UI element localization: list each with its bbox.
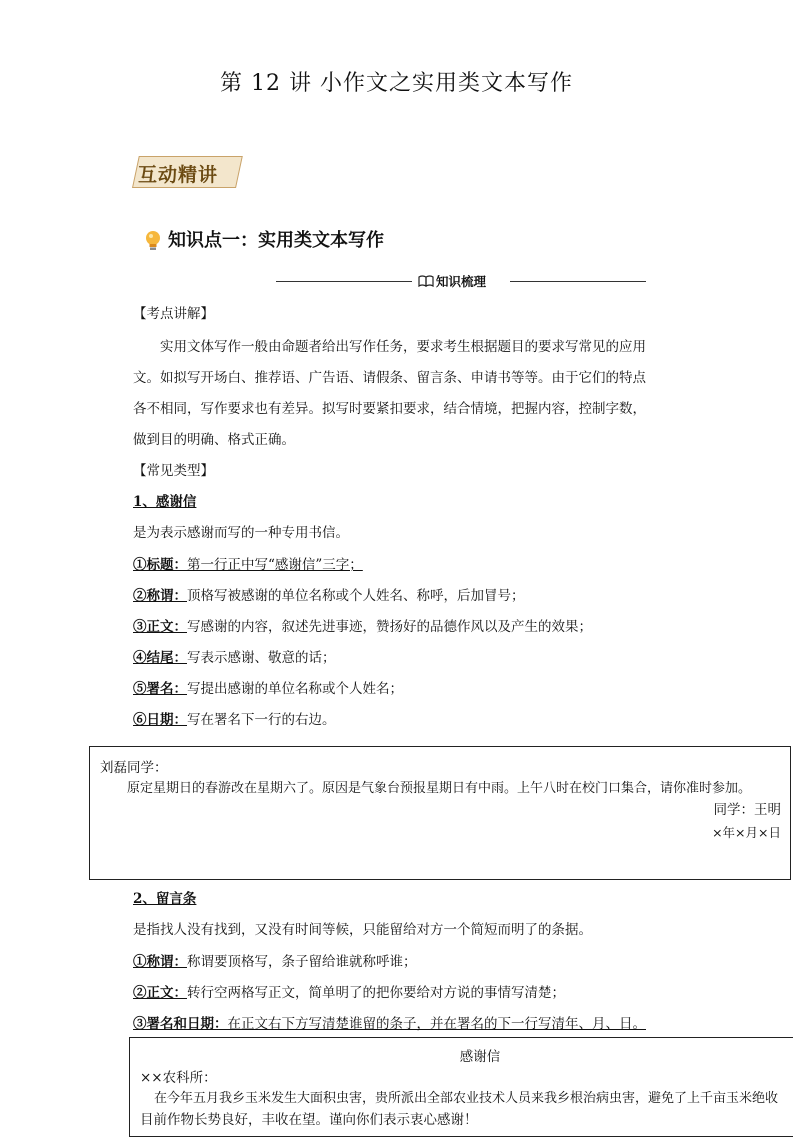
letter-item-3-text: 写感谢的内容，叙述先进事迹，赞扬好的品德作风以及产生的效果；	[187, 619, 592, 635]
letter-item-5-text: 写提出感谢的单位名称或个人姓名；	[187, 681, 403, 697]
letter-item-5	[133, 679, 403, 699]
note-example-signature: 同学：王明	[713, 802, 781, 818]
note-item-1-label: ①称谓：	[133, 954, 187, 970]
note-example-box	[89, 746, 791, 880]
knowledge-point-title: 知识点一：实用类文本写作	[168, 230, 384, 251]
note-item-2-text: 转行空两格写正文，简单明了的把你要给对方说的事情写清楚；	[187, 985, 565, 1001]
note-item-3	[133, 1014, 646, 1034]
letter-item-6-text: 写在署名下一行的右边。	[187, 712, 336, 728]
types-heading: 【常见类型】	[133, 463, 214, 479]
letter-example-salutation: ××农科所：	[140, 1070, 217, 1086]
note-item-3-text: 在正文右下方写清楚谁留的条子，并在署名的下一行写清年、月、日。	[227, 1016, 646, 1032]
divider-left	[276, 281, 412, 282]
note-example-body: 原定星期日的春游改在星期六了。原因是气象台预报星期日有中雨。上午八时在校门口集合，请你准时参加。	[127, 781, 752, 796]
letter-item-6	[133, 710, 336, 730]
note-example-salutation: 刘磊同学：	[100, 760, 168, 776]
letter-item-4	[133, 648, 336, 668]
letter-item-3-label: ③正文：	[133, 619, 187, 635]
letter-item-3	[133, 617, 592, 637]
letter-example-box	[129, 1037, 793, 1137]
kaodian-line-4: 做到目的明确、格式正确。	[133, 432, 295, 448]
note-example-date: ×年×月×日	[712, 825, 781, 840]
knowledge-sort-text: 知识梳理	[436, 274, 487, 289]
letter-item-2	[133, 586, 525, 606]
letter-item-4-text: 写表示感谢、敬意的话；	[187, 650, 336, 666]
badge-label: 互动精讲	[138, 164, 219, 186]
note-item-1	[133, 952, 417, 972]
note-item-3-label: ③署名和日期：	[133, 1016, 228, 1032]
knowledge-sort-label	[418, 272, 486, 290]
kaodian-heading: 【考点讲解】	[133, 306, 214, 322]
divider-right	[510, 281, 646, 282]
book-icon	[418, 275, 434, 287]
letter-item-6-label: ⑥日期：	[133, 712, 187, 728]
letter-item-5-label: ⑤署名：	[133, 681, 187, 697]
note-item-2-label: ②正文：	[133, 985, 187, 1001]
note-heading: 2、留言条	[133, 891, 197, 907]
letter-item-1	[133, 555, 363, 575]
letter-example-line-1: 在今年五月我乡玉米发生大面积虫害，贵所派出全部农业技术人员来我乡根治病虫害，避免了上千亩玉米绝收	[154, 1091, 779, 1106]
letter-item-1-text: 第一行正中写“感谢信”三字；	[187, 557, 363, 573]
letter-desc: 是为表示感谢而写的一种专用书信。	[133, 525, 349, 541]
letter-heading: 1、感谢信	[133, 494, 197, 510]
kaodian-line-2: 文。如拟写开场白、推荐语、广告语、请假条、留言条、申请书等等。由于它们的特点	[133, 370, 646, 386]
letter-example-line-2: 目前作物长势良好，丰收在望。谨向你们表示衷心感谢！	[140, 1112, 478, 1128]
letter-item-2-label: ②称谓：	[133, 588, 187, 604]
letter-item-2-text: 顶格写被感谢的单位名称或个人姓名、称呼，后加冒号；	[187, 588, 525, 604]
kaodian-line-3: 各不相同，写作要求也有差异。拟写时要紧扣要求，结合情境，把握内容，控制字数，	[133, 401, 646, 417]
kaodian-line-1: 实用文体写作一般由命题者给出写作任务，要求考生根据题目的要求写常见的应用	[160, 339, 646, 355]
note-item-2	[133, 983, 565, 1003]
letter-item-1-label: ①标题：	[133, 557, 187, 573]
letter-item-4-label: ④结尾：	[133, 650, 187, 666]
note-desc: 是指找人没有找到，又没有时间等候，只能留给对方一个简短而明了的条据。	[133, 922, 592, 938]
note-item-1-text: 称谓要顶格写，条子留给谁就称呼谁；	[187, 954, 417, 970]
section-badge	[132, 156, 242, 188]
lightbulb-icon	[144, 230, 162, 252]
page-title: 第 12 讲 小作文之实用类文本写作	[220, 71, 573, 96]
letter-example-title: 感谢信	[459, 1049, 501, 1065]
